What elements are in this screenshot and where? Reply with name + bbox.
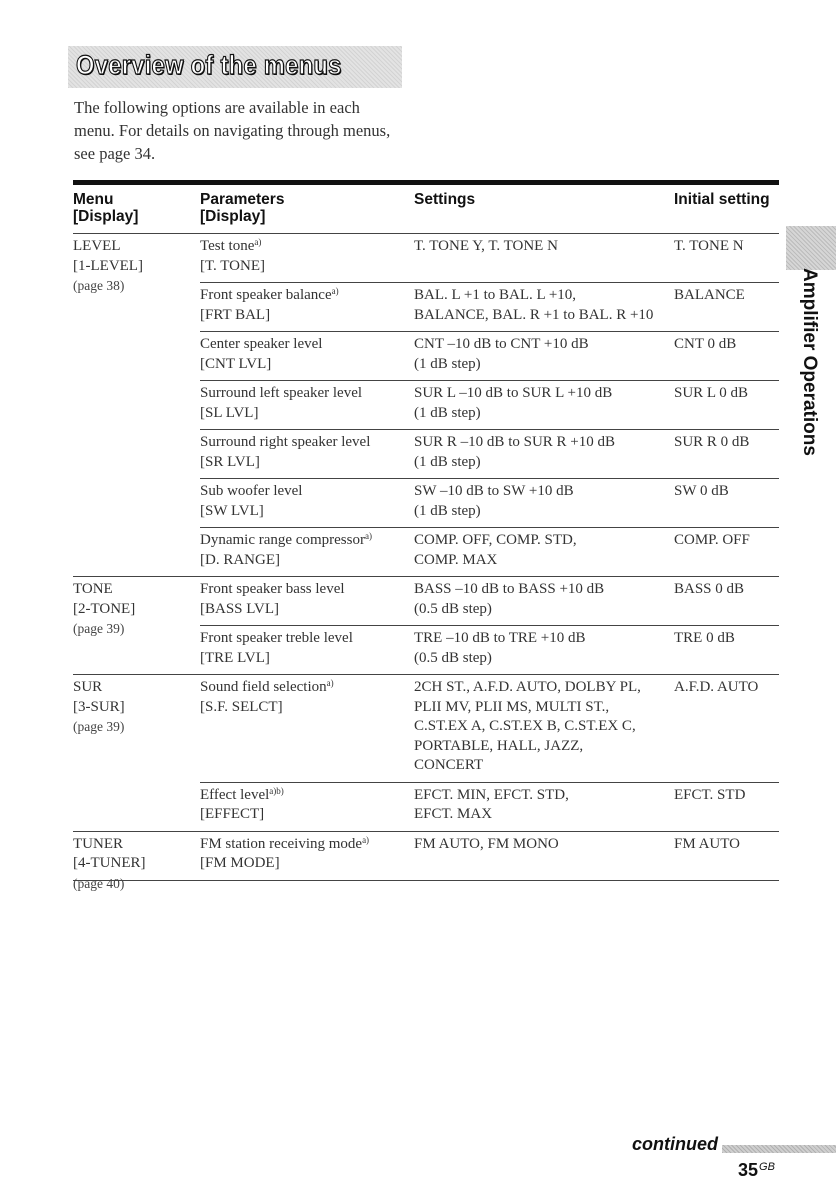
menu-menu: LEVEL xyxy=(73,238,121,254)
menu-display: [2-TONE] xyxy=(73,600,136,617)
parameter-display: [SW LVL] xyxy=(200,502,264,519)
table-row xyxy=(200,527,779,576)
table-row xyxy=(200,429,779,478)
initial-setting-cell: EFCT. STD xyxy=(674,786,746,803)
menu-display: [1-LEVEL] xyxy=(73,257,143,274)
initial-setting-cell: TRE 0 dB xyxy=(674,630,735,646)
menu-group xyxy=(73,832,779,891)
table-row xyxy=(200,832,779,880)
menu-group xyxy=(73,577,779,675)
parameter-display: [TRE LVL] xyxy=(200,649,270,666)
menu-menu: TONE xyxy=(73,581,113,597)
menu-cell xyxy=(73,678,193,737)
parameter-display: [S.F. SELCT] xyxy=(200,698,283,715)
parameter-name: Surround right speaker level xyxy=(200,434,371,450)
settings-line: T. TONE Y, T. TONE N xyxy=(414,238,558,254)
footnote-marker: a) xyxy=(254,237,262,247)
parameter-cell xyxy=(200,835,400,874)
side-tab-label: Amplifier Operations xyxy=(799,268,820,456)
table-row xyxy=(200,478,779,527)
menu-display: [3-SUR] xyxy=(73,698,125,715)
parameter-name: Effect level xyxy=(200,786,270,803)
menu-page: (page 39) xyxy=(73,621,125,636)
menu-group xyxy=(73,234,779,577)
parameter-cell xyxy=(200,786,400,825)
footnote-marker: a)b) xyxy=(269,785,284,796)
settings-line: 2CH ST., A.F.D. AUTO, DOLBY PL, xyxy=(414,679,641,695)
footnote-marker: a) xyxy=(331,286,339,296)
parameter-display: [D. RANGE] xyxy=(200,551,280,568)
parameter-name: Sub woofer level xyxy=(200,483,303,499)
table-row xyxy=(200,577,779,625)
settings-cell xyxy=(414,286,684,325)
parameter-name: Sound field selection xyxy=(200,679,327,695)
settings-line: (1 dB step) xyxy=(414,355,481,372)
title-banner xyxy=(68,46,402,88)
settings-line: EFCT. MIN, EFCT. STD, xyxy=(414,786,569,803)
settings-cell xyxy=(414,629,684,668)
initial-setting-cell: A.F.D. AUTO xyxy=(674,679,759,695)
menu-page: (page 40) xyxy=(73,875,125,891)
settings-line: SUR L –10 dB to SUR L +10 dB xyxy=(414,385,613,401)
settings-line: FM AUTO, FM MONO xyxy=(414,835,559,852)
parameter-cell xyxy=(200,531,400,570)
page-number: $35^{GB}$ xyxy=(738,1160,775,1180)
menu-table xyxy=(73,180,779,891)
settings-line: COMP. OFF, COMP. STD, xyxy=(414,532,577,548)
menu-cell xyxy=(73,835,193,894)
initial-setting-cell: FM AUTO xyxy=(674,835,740,852)
settings-line: CONCERT xyxy=(414,757,484,773)
initial-setting-cell: BASS 0 dB xyxy=(674,581,745,597)
table-row xyxy=(200,234,779,282)
settings-line: CNT –10 dB to CNT +10 dB xyxy=(414,336,589,352)
parameter-name: Test tone xyxy=(200,238,255,254)
parameter-display: [FM MODE] xyxy=(200,855,280,871)
menu-cell xyxy=(73,237,193,296)
footnote-marker: a) xyxy=(362,834,370,845)
menu-menu: TUNER xyxy=(73,835,123,852)
parameter-display: [BASS LVL] xyxy=(200,600,280,617)
table-row xyxy=(200,625,779,674)
settings-cell xyxy=(414,237,684,257)
settings-line: SW –10 dB to SW +10 dB xyxy=(414,483,574,499)
continued-bar xyxy=(722,1145,836,1153)
parameter-cell xyxy=(200,286,400,325)
parameter-cell xyxy=(200,335,400,374)
initial-setting-cell: BALANCE xyxy=(674,287,745,303)
initial-setting-cell: COMP. OFF xyxy=(674,532,750,548)
settings-cell xyxy=(414,835,684,855)
settings-line: (0.5 dB step) xyxy=(414,649,492,666)
parameter-name: Front speaker treble level xyxy=(200,630,353,646)
parameter-cell xyxy=(200,678,400,717)
settings-line: EFCT. MAX xyxy=(414,806,493,822)
side-tab-marker xyxy=(786,226,836,270)
menu-display: [4-TUNER] xyxy=(73,855,146,871)
initial-setting-cell: SW 0 dB xyxy=(674,483,729,499)
footnote-marker: a) xyxy=(326,678,334,688)
parameter-display: [EFFECT] xyxy=(200,806,265,822)
table-header xyxy=(73,185,779,234)
settings-line: C.ST.EX A, C.ST.EX B, C.ST.EX C, xyxy=(414,718,636,734)
settings-cell xyxy=(414,580,684,619)
settings-line: PORTABLE, HALL, JAZZ, xyxy=(414,737,584,754)
parameter-cell xyxy=(200,580,400,619)
settings-line: TRE –10 dB to TRE +10 dB xyxy=(414,630,586,646)
settings-line: BAL. L +1 to BAL. L +10, xyxy=(414,287,577,303)
header-menu: Menu [Display] xyxy=(73,191,139,225)
settings-line: COMP. MAX xyxy=(414,551,498,568)
parameter-display: [FRT BAL] xyxy=(200,306,271,323)
menu-page: (page 39) xyxy=(73,719,125,734)
initial-setting-cell: SUR R 0 dB xyxy=(674,434,750,450)
initial-setting-cell: SUR L 0 dB xyxy=(674,385,749,401)
parameter-name: Dynamic range compressor xyxy=(200,532,365,548)
header-settings: Settings xyxy=(414,191,476,208)
table-row xyxy=(200,782,779,831)
menu-page: (page 38) xyxy=(73,278,125,293)
settings-line: BALANCE, BAL. R +1 to BAL. R +10 xyxy=(414,306,654,323)
settings-line: (1 dB step) xyxy=(414,502,481,519)
settings-cell xyxy=(414,786,684,825)
settings-line: SUR R –10 dB to SUR R +10 dB xyxy=(414,434,616,450)
parameter-cell xyxy=(200,482,400,521)
header-initial: Initial setting xyxy=(674,191,770,208)
settings-cell xyxy=(414,531,684,570)
parameter-display: [T. TONE] xyxy=(200,257,265,274)
table-row xyxy=(200,380,779,429)
continued-label: continued xyxy=(632,1134,718,1154)
header-parameters: Parameters [Display] xyxy=(200,191,285,225)
intro-text: The following options are available in each menu. For details on navigating through menus, see page 34. xyxy=(74,98,391,163)
parameter-name: Front speaker balance xyxy=(200,287,332,303)
parameter-cell xyxy=(200,629,400,668)
initial-setting-cell: CNT 0 dB xyxy=(674,336,737,352)
settings-line: (1 dB step) xyxy=(414,453,481,470)
parameter-name: Surround left speaker level xyxy=(200,385,363,401)
table-row xyxy=(200,282,779,331)
table-row xyxy=(200,331,779,380)
settings-cell xyxy=(414,335,684,374)
menu-menu: SUR xyxy=(73,679,103,695)
menu-group xyxy=(73,675,779,832)
settings-cell xyxy=(414,678,684,776)
parameter-cell xyxy=(200,433,400,472)
settings-cell xyxy=(414,482,684,521)
parameter-display: [SL LVL] xyxy=(200,404,259,421)
initial-setting-cell: T. TONE N xyxy=(674,238,744,254)
parameter-name: Front speaker bass level xyxy=(200,581,345,597)
settings-line: BASS –10 dB to BASS +10 dB xyxy=(414,581,605,597)
settings-line: PLII MV, PLII MS, MULTI ST., xyxy=(414,698,610,715)
settings-line: (1 dB step) xyxy=(414,404,481,421)
settings-cell xyxy=(414,384,684,423)
parameter-name: FM station receiving mode xyxy=(200,835,363,852)
parameter-display: [SR LVL] xyxy=(200,453,260,470)
page-title: Overview of the menus xyxy=(76,50,342,80)
settings-cell xyxy=(414,433,684,472)
settings-line: (0.5 dB step) xyxy=(414,600,492,617)
table-row xyxy=(200,675,779,782)
parameter-name: Center speaker level xyxy=(200,336,323,352)
parameter-display: [CNT LVL] xyxy=(200,355,272,372)
footnote-marker: a) xyxy=(364,531,372,541)
parameter-cell xyxy=(200,384,400,423)
menu-cell xyxy=(73,580,193,639)
parameter-cell xyxy=(200,237,400,276)
